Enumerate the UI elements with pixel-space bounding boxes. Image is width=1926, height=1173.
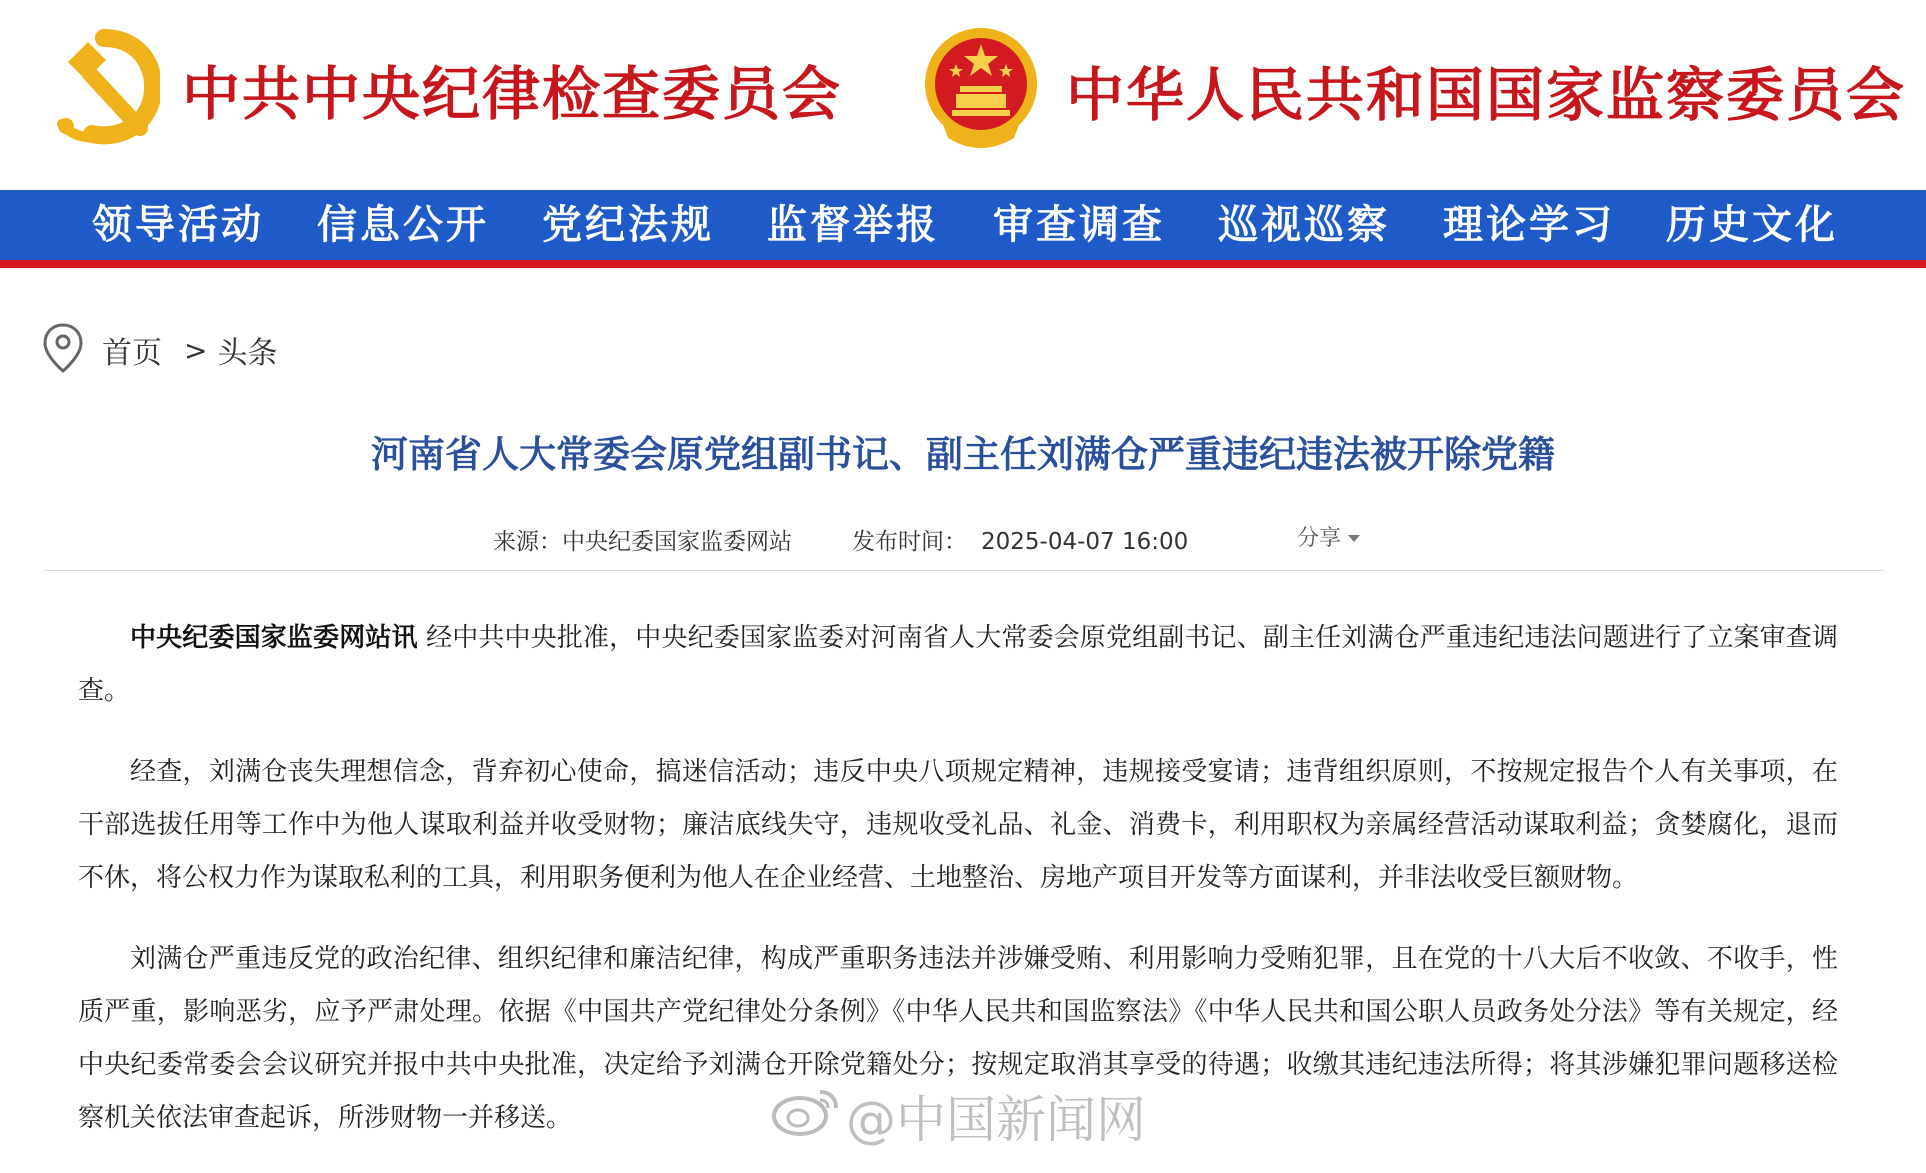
caret-down-icon: [1347, 524, 1361, 549]
party-emblem-icon: [48, 28, 160, 150]
article-lead: 中央纪委国家监委网站讯: [130, 623, 418, 653]
nav-item-theory-study[interactable]: 理论学习: [1443, 201, 1615, 248]
nav-item-history-culture[interactable]: 历史文化: [1666, 201, 1838, 248]
breadcrumb-separator: >: [184, 333, 208, 367]
site-header: [0, 0, 1926, 190]
nav-item-regulations[interactable]: 党纪法规: [542, 201, 714, 248]
article-paragraph: [78, 612, 1838, 718]
main-nav: [0, 190, 1926, 268]
ccdi-title: 中共中央纪律检查委员会: [182, 60, 843, 128]
nsc-brand[interactable]: [922, 26, 1906, 154]
source-value: 中央纪委国家监委网站: [562, 529, 792, 555]
breadcrumb: [42, 322, 277, 378]
time-value: 2025-04-07 16:00: [981, 529, 1189, 555]
breadcrumb-home[interactable]: 首页: [102, 336, 162, 371]
share-label: 分享: [1297, 526, 1342, 551]
time-label: 发布时间：: [852, 529, 967, 555]
nav-item-leadership[interactable]: 领导活动: [92, 201, 264, 248]
share-button[interactable]: [1297, 521, 1361, 552]
nav-item-supervision-report[interactable]: 监督举报: [767, 201, 939, 248]
national-emblem-icon: [922, 26, 1040, 154]
breadcrumb-current[interactable]: 头条: [217, 336, 278, 371]
article-source: [493, 523, 792, 556]
article-publish-time: [852, 523, 1188, 556]
article-title: 河南省人大常委会原党组副书记、副主任刘满仓严重违纪违法被开除党籍: [371, 433, 1555, 476]
watermark: [770, 1080, 1146, 1152]
article-paragraph: 刘满仓严重违反党的政治纪律、组织纪律和廉洁纪律，构成严重职务违法并涉嫌受贿、利用影响力受贿犯罪，且在党的十八大后不收敛、不收手，性质严重，影响恶劣，应予严肃处理。依据《中国共产党纪律处分条例》《中华人民共和国监察法》《中华人民共和国公职人员政务处分法》等有关规定，经中央纪委常委会会议研究并报中共中央批准，决定给予刘满仓开除党籍处分；按规定取消其享受的待遇；收缴其违纪违法所得；将其涉嫌犯罪问题移送检察机关依法审查起诉，所涉财物一并移送。: [78, 944, 1838, 1133]
location-pin-icon: [42, 322, 84, 378]
source-label: 来源：: [493, 529, 562, 555]
ccdi-brand[interactable]: [48, 28, 842, 150]
article-paragraph-1-text: 经中共中央批准，中央纪委国家监委对河南省人大常委会原党组副书记、副主任刘满仓严重违纪违法问题进行了立案审查调查。: [78, 623, 1838, 706]
meta-divider: [44, 570, 1884, 571]
article-paragraph: 经查，刘满仓丧失理想信念，背弃初心使命，搞迷信活动；违反中央八项规定精神，违规接受宴请；违背组织原则，不按规定报告个人有关事项，在干部选拔任用等工作中为他人谋取利益并收受财物；廉洁底线失守，违规收受礼品、礼金、消费卡，利用职权为亲属经营活动谋取利益；贪婪腐化，退而不休，将公权力作为谋取私利的工具，利用职务便利为他人在企业经营、土地整治、房地产项目开发等方面谋利，并非法收受巨额财物。: [78, 757, 1838, 893]
weibo-icon: [770, 1082, 842, 1150]
nsc-title: 中华人民共和国国家监察委员会: [1066, 61, 1907, 129]
nav-item-investigation[interactable]: 审查调查: [993, 201, 1165, 248]
watermark-text: @中国新闻网: [846, 1091, 1146, 1149]
nav-item-inspection[interactable]: 巡视巡察: [1218, 201, 1390, 248]
nav-item-info-disclosure[interactable]: 信息公开: [317, 201, 489, 248]
